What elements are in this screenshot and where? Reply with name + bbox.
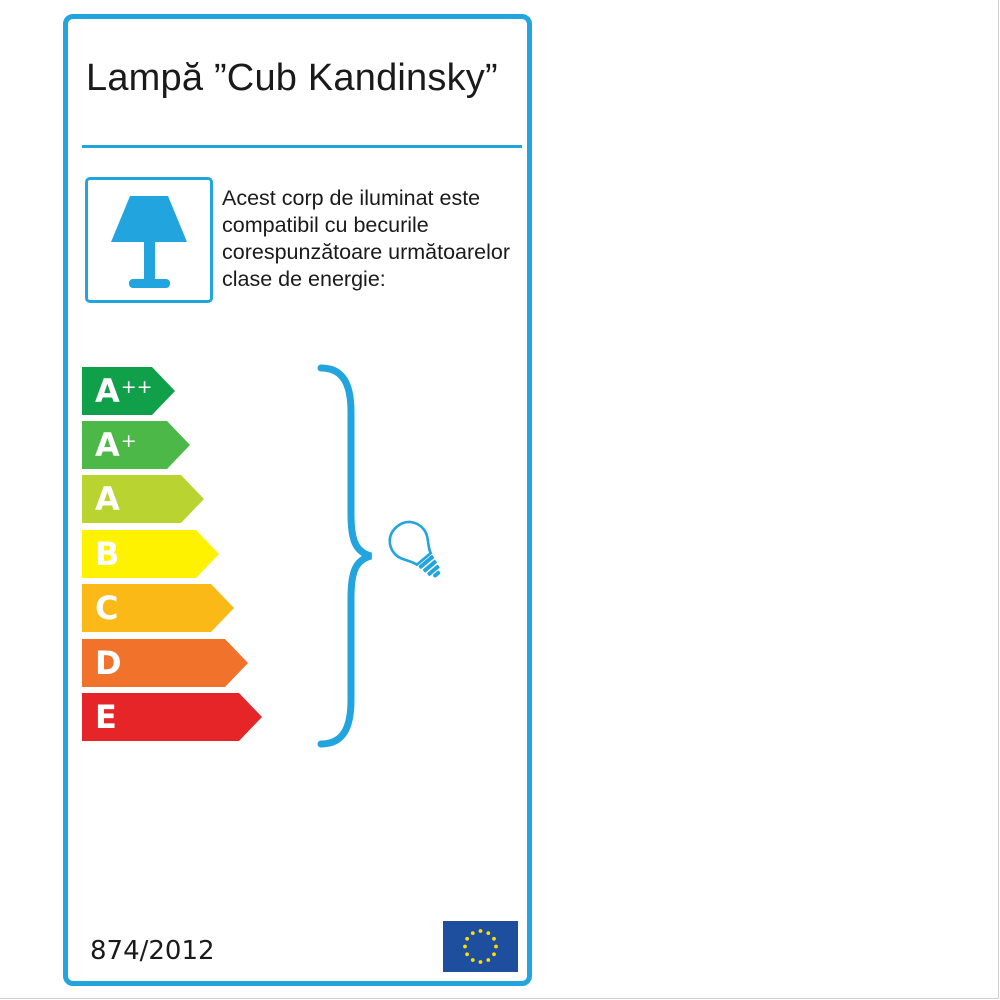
class-letter: A xyxy=(95,480,120,518)
description-line: corespunzătoare următoarelor xyxy=(222,240,511,264)
title-divider xyxy=(82,145,522,148)
class-letter: A+ xyxy=(95,426,137,464)
class-letter: A++ xyxy=(95,372,153,410)
curly-brace xyxy=(317,364,377,750)
compatibility-description xyxy=(222,185,532,293)
description-line: Acest corp de iluminat este xyxy=(222,186,481,210)
regulation-number: 874/2012 xyxy=(90,936,215,966)
description-line: compatibil cu becurile xyxy=(222,213,429,237)
class-letter: B xyxy=(95,535,120,573)
energy-label-card xyxy=(63,14,532,986)
description-line: clase de energie: xyxy=(222,267,386,291)
class-letter: E xyxy=(95,698,117,736)
class-letter: D xyxy=(95,644,122,682)
eu-flag-icon xyxy=(443,921,518,972)
product-title: Lampă ”Cub Kandinsky” xyxy=(86,57,498,99)
table-lamp-icon xyxy=(85,177,213,303)
light-bulb-icon xyxy=(382,516,454,588)
class-letter: C xyxy=(95,589,119,627)
